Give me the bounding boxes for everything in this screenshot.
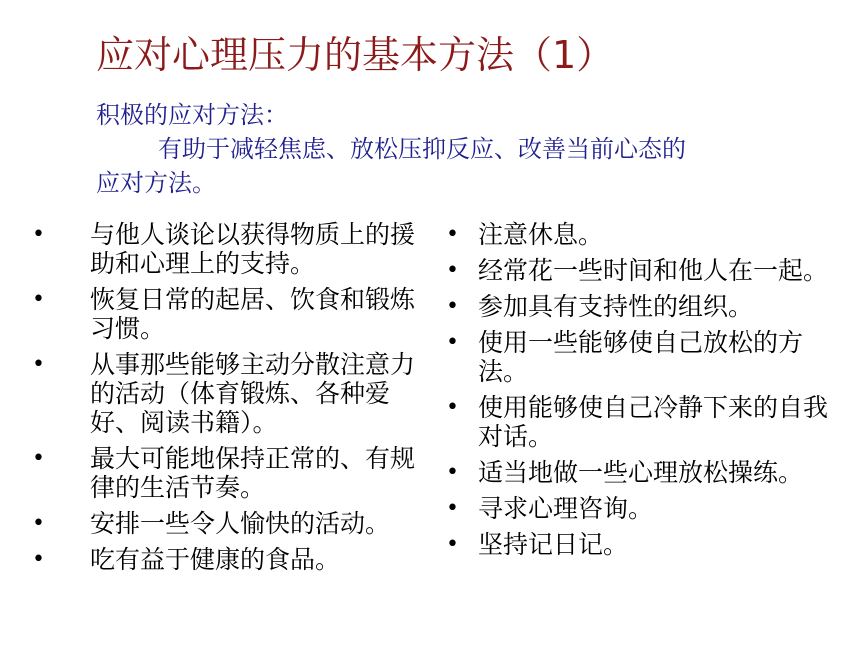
intro-block	[96, 98, 796, 200]
intro-description-line-2: 应对方法。	[96, 169, 216, 197]
slide-title: 应对心理压力的基本方法（1）	[96, 33, 615, 77]
list-item-text: 最大可能地保持正常的、有规律的生活节奏。	[90, 444, 416, 502]
bullet-icon: •	[32, 547, 45, 572]
list-item-text: 经常花一些时间和他人在一起。	[478, 256, 829, 285]
list-item	[440, 530, 850, 559]
bullet-icon: •	[446, 460, 459, 485]
list-item-text: 寻求心理咨询。	[478, 494, 654, 523]
list-item-text: 参加具有支持性的组织。	[478, 292, 754, 321]
bullet-icon: •	[32, 287, 45, 312]
list-item	[440, 256, 850, 285]
list-item	[440, 458, 850, 487]
list-item	[440, 328, 850, 386]
list-item	[440, 220, 850, 249]
list-item	[30, 444, 430, 502]
list-item-text: 吃有益于健康的食品。	[90, 545, 341, 574]
list-item-text: 适当地做一些心理放松操练。	[478, 458, 804, 487]
list-item-text: 注意休息。	[478, 220, 604, 249]
list-item-text: 使用一些能够使自己放松的方法。	[478, 328, 804, 386]
bullet-icon: •	[446, 258, 459, 283]
bullet-icon: •	[446, 532, 459, 557]
bullet-icon: •	[32, 352, 45, 377]
bullet-icon: •	[446, 222, 459, 247]
list-item-text: 与他人谈论以获得物质上的援助和心理上的支持。	[90, 220, 416, 278]
list-item	[30, 545, 430, 574]
bullet-icon: •	[446, 496, 459, 521]
list-item-text: 坚持记日记。	[478, 530, 629, 559]
bullet-icon: •	[446, 294, 459, 319]
list-item-text: 使用能够使自己冷静下来的自我对话。	[478, 393, 829, 451]
intro-heading: 积极的应对方法：	[96, 101, 288, 129]
list-item	[30, 350, 430, 437]
list-item-text: 恢复日常的起居、饮食和锻炼习惯。	[90, 285, 416, 343]
right-bullet-list	[440, 220, 850, 566]
bullet-icon: •	[32, 511, 45, 536]
list-item	[440, 292, 850, 321]
list-item-text: 安排一些令人愉快的活动。	[90, 509, 391, 538]
bullet-icon: •	[446, 330, 459, 355]
bullet-icon: •	[446, 395, 459, 420]
intro-description-line-1: 有助于减轻焦虑、放松压抑反应、改善当前心态的	[158, 135, 686, 163]
list-item	[440, 393, 850, 451]
bullet-icon: •	[32, 222, 45, 247]
list-item-text: 从事那些能够主动分散注意力的活动（体育锻炼、各种爱好、阅读书籍）。	[90, 350, 416, 437]
list-item	[30, 509, 430, 538]
list-item	[30, 285, 430, 343]
list-item	[30, 220, 430, 278]
bullet-icon: •	[32, 446, 45, 471]
list-item	[440, 494, 850, 523]
left-bullet-list	[30, 220, 430, 581]
